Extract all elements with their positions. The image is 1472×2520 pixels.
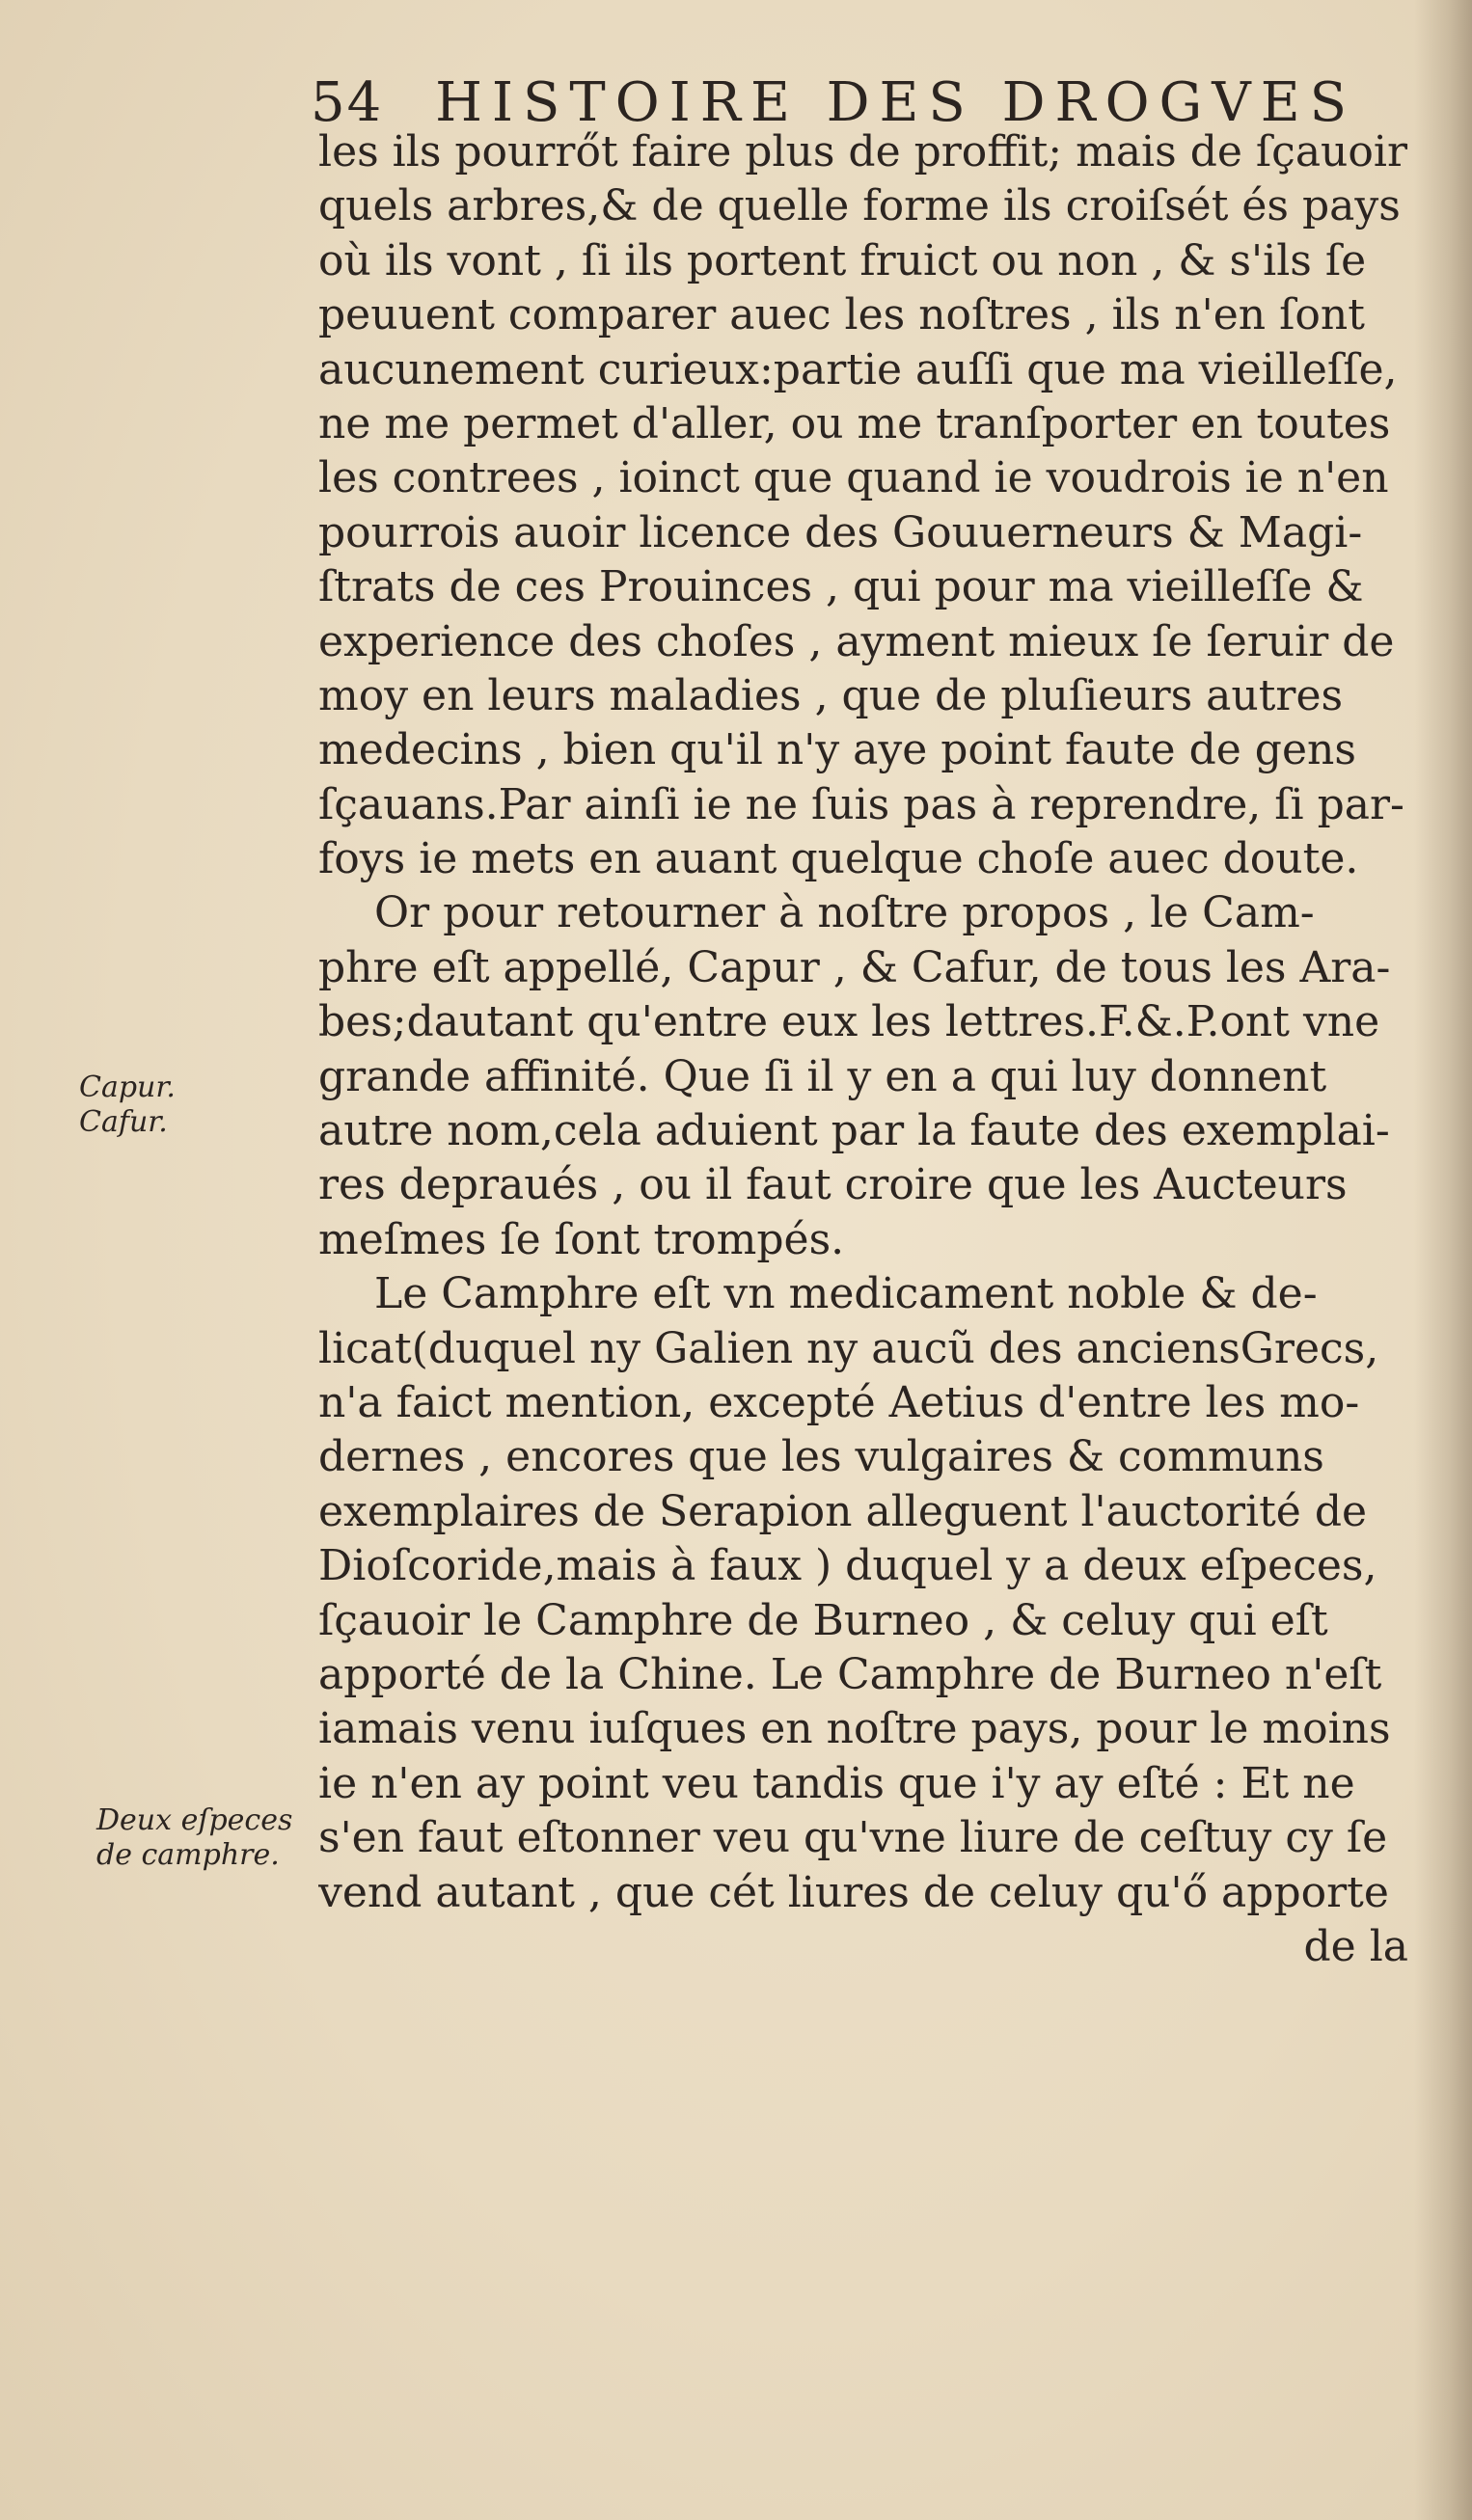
text-line: Dioſcoride,mais à faux ) duquel y a deux eſpeces, [318, 1541, 1377, 1591]
text-line: apporté de la Chine. Le Camphre de Burneo n'eſt [318, 1649, 1382, 1699]
text-line: phre eſt appellé, Capur , & Cafur, de tous les Ara- [318, 942, 1391, 992]
text-line: bes;dautant qu'entre eux les lettres.F.&.P.ont vne [318, 997, 1380, 1047]
text-line-paragraph-start: Or pour retourner à noſtre propos , le Cam- [374, 888, 1315, 938]
text-line: foys ie mets en auant quelque choſe auec doute. [318, 834, 1359, 884]
page-number: 54 [311, 71, 384, 134]
margin-note-line: de camphre. [96, 1838, 280, 1872]
text-line: les contrees , ioinct que quand ie voudrois ie n'en [318, 453, 1389, 503]
text-line: experience des choſes , ayment mieux ſe ſeruir de [318, 616, 1395, 666]
text-line: quels arbres,& de quelle forme ils croiſsét és pays [318, 181, 1401, 231]
text-line: peuuent comparer auec les noſtres , ils n'en ſont [318, 290, 1365, 340]
text-line: dernes , encores que les vulgaires & communs [318, 1432, 1324, 1482]
text-line: ie n'en ay point veu tandis que i'y ay eſté : Et ne [318, 1758, 1355, 1808]
margin-note-line: Deux eſpeces [96, 1803, 293, 1837]
text-line: où ils vont , ſi ils portent fruict ou non , & s'ils ſe [318, 235, 1367, 285]
text-line: ſçauans.Par ainſi ie ne ſuis pas à reprendre, ſi par- [318, 779, 1404, 829]
text-line: ſçauoir le Camphre de Burneo , & celuy qui eſt [318, 1595, 1328, 1645]
text-line: aucunement curieux:partie auſſi que ma vieilleſſe, [318, 344, 1398, 394]
text-line: les ils pourrőt faire plus de proffit; mais de ſçauoir [318, 127, 1407, 176]
body-text [318, 125, 1408, 1974]
text-line: meſmes ſe ſont trompés. [318, 1214, 845, 1264]
text-line: res depraués , ou il faut croire que les Aucteurs [318, 1160, 1348, 1210]
text-line: n'a faict mention, excepté Aetius d'entre les mo- [318, 1377, 1360, 1427]
text-line: vend autant , que cét liures de celuy qu'ő apporte [318, 1867, 1389, 1917]
running-title: HISTOIRE DES DROGVES [435, 71, 1356, 134]
margin-note-deux-especes [96, 1803, 292, 1873]
text-line: s'en faut eſtonner veu qu'vne liure de ceſtuy cy ſe [318, 1813, 1388, 1863]
text-line: grande affinité. Que ſi il y en a qui luy donnent [318, 1051, 1327, 1101]
text-line: moy en leurs maladies , que de pluſieurs autres [318, 670, 1344, 720]
text-line: licat(duquel ny Galien ny aucũ des anciensGrecs, [318, 1323, 1379, 1373]
text-line-paragraph-start: Le Camphre eſt vn medicament noble & de- [374, 1269, 1318, 1319]
text-line: medecins , bien qu'il n'y aye point faute de gens [318, 725, 1356, 775]
margin-note-capur [79, 1070, 176, 1140]
text-line: ſtrats de ces Prouinces , qui pour ma vieilleſſe & [318, 562, 1364, 612]
text-line: iamais venu iuſques en noſtre pays, pour le moins [318, 1704, 1391, 1754]
catchword: de la [1303, 1921, 1408, 1971]
text-line: autre nom,cela aduient par la faute des exemplai- [318, 1106, 1390, 1156]
text-line: exemplaires de Serapion alleguent l'auctorité de [318, 1486, 1368, 1536]
text-line: ne me permet d'aller, ou me tranſporter en toutes [318, 398, 1391, 448]
margin-note-line: Cafur. [79, 1105, 168, 1139]
text-line: pourrois auoir licence des Gouuerneurs & Magi- [318, 507, 1363, 557]
page-edge-shadow [1414, 0, 1472, 2520]
margin-note-line: Capur. [79, 1070, 176, 1104]
